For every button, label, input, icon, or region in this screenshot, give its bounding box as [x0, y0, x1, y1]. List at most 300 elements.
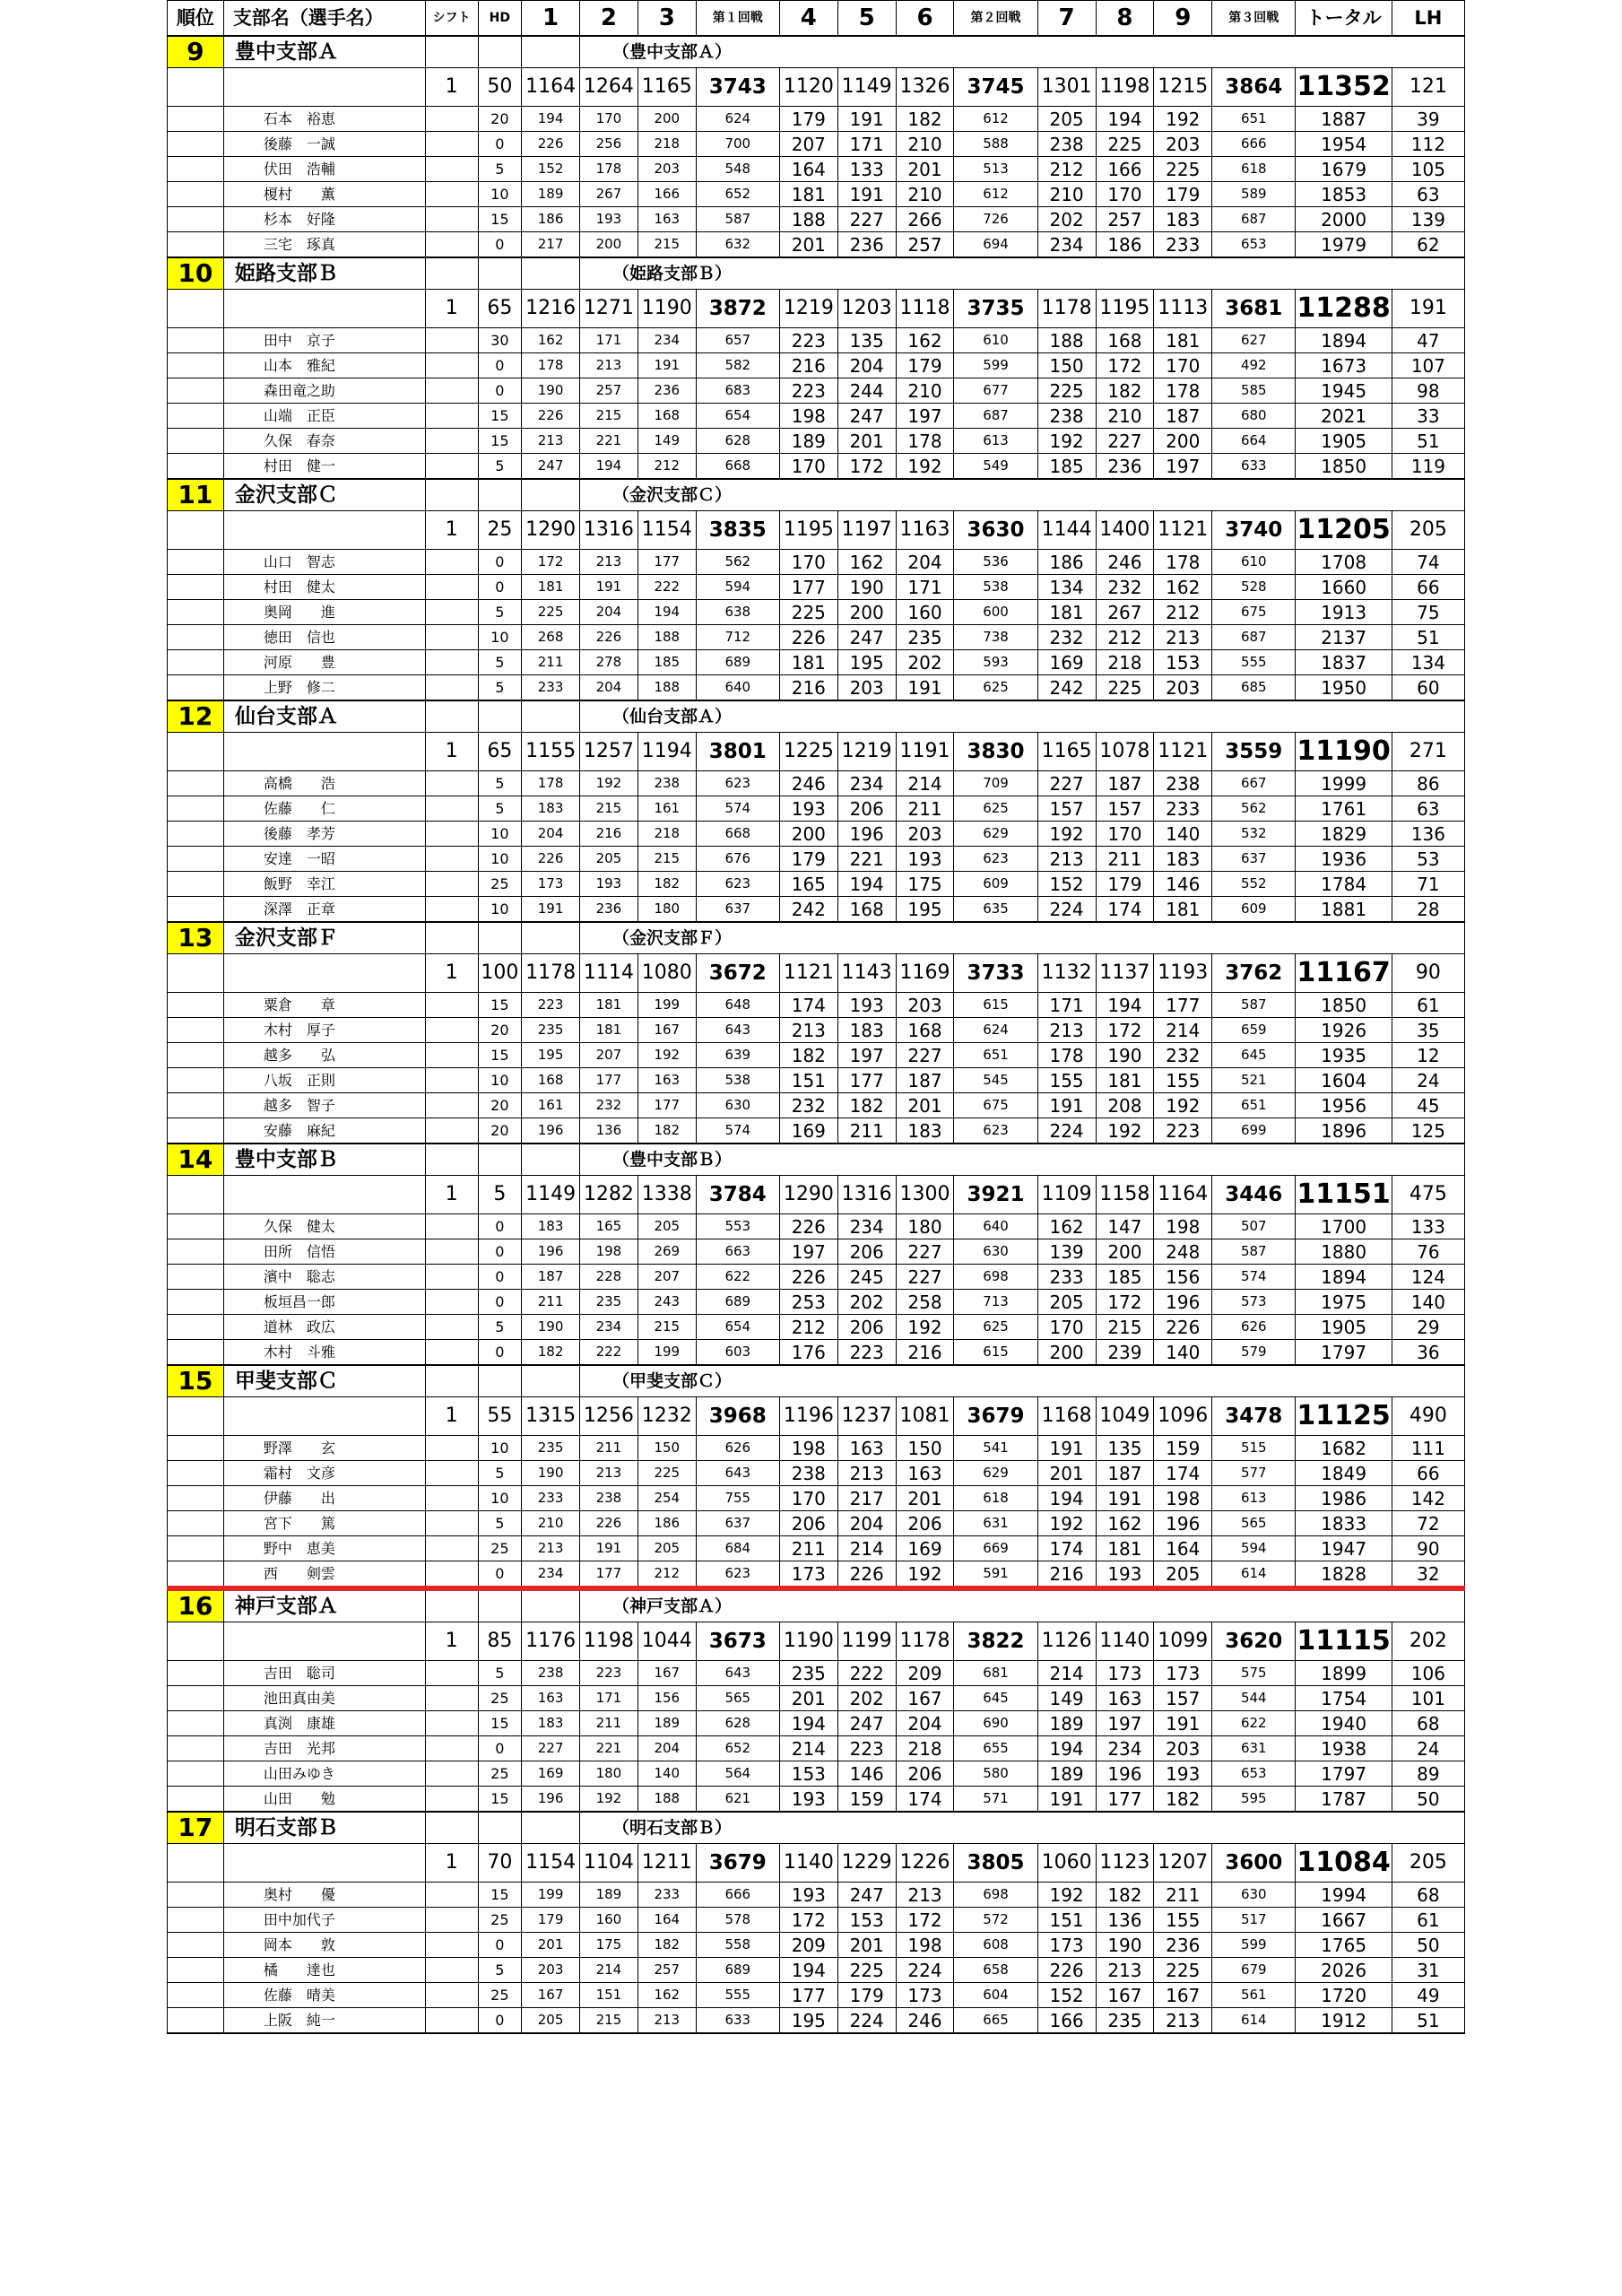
player-blank: [168, 404, 224, 429]
player-game: 213: [1154, 2008, 1212, 2034]
player-game: 213: [837, 1461, 896, 1486]
player-row: [168, 1761, 1465, 1787]
player-lh: 61: [1392, 993, 1464, 1018]
totals-round-1: 3968: [696, 1397, 779, 1436]
player-game: 163: [638, 207, 696, 232]
player-round-3: 666: [1212, 132, 1296, 157]
player-lh: 61: [1392, 1908, 1464, 1933]
player-round-3: 627: [1212, 328, 1296, 353]
player-round-3: 507: [1212, 1214, 1296, 1239]
totals-shift: 1: [425, 733, 478, 771]
player-game: 198: [779, 1436, 837, 1461]
player-game: 179: [837, 1983, 896, 2008]
player-game: 234: [1037, 232, 1096, 258]
player-game: 173: [896, 1983, 954, 2008]
player-game: 232: [1037, 625, 1096, 650]
player-name: 石本 裕恵: [223, 107, 425, 132]
player-total: 1833: [1296, 1511, 1392, 1536]
player-game: 223: [837, 1736, 896, 1761]
player-shift: [425, 378, 478, 404]
team-blank: [425, 36, 478, 68]
player-game: 136: [1096, 1908, 1154, 1933]
player-game: 182: [1096, 378, 1154, 404]
player-game: 160: [896, 600, 954, 625]
player-total: 1720: [1296, 1983, 1392, 2008]
player-row: [168, 650, 1465, 675]
player-game: 197: [1096, 1711, 1154, 1736]
player-game: 248: [1154, 1239, 1212, 1265]
player-hd: 10: [478, 822, 522, 847]
player-game: 195: [896, 897, 954, 923]
totals-game: 1195: [779, 511, 837, 550]
player-shift: [425, 1711, 478, 1736]
player-round-2: 625: [954, 796, 1037, 822]
player-game: 171: [580, 328, 638, 353]
player-game: 227: [522, 1736, 580, 1761]
player-game: 177: [580, 1068, 638, 1093]
totals-game: 1113: [1154, 290, 1212, 328]
player-name: 後藤 孝芳: [223, 822, 425, 847]
player-round-1: 668: [696, 822, 779, 847]
player-game: 196: [1154, 1511, 1212, 1536]
player-game: 174: [779, 993, 837, 1018]
player-round-1: 654: [696, 1315, 779, 1340]
player-shift: [425, 1486, 478, 1511]
player-total: 1765: [1296, 1933, 1392, 1958]
player-round-3: 585: [1212, 378, 1296, 404]
player-round-2: 677: [954, 378, 1037, 404]
totals-round-1: 3784: [696, 1176, 779, 1214]
player-name: 八坂 正則: [223, 1068, 425, 1093]
player-game: 177: [1154, 993, 1212, 1018]
player-game: 185: [1096, 1265, 1154, 1290]
totals-round-2: 3630: [954, 511, 1037, 550]
player-round-1: 553: [696, 1214, 779, 1239]
player-hd: 25: [478, 1761, 522, 1787]
player-total: 1797: [1296, 1761, 1392, 1787]
player-shift: [425, 675, 478, 701]
player-game: 191: [580, 1536, 638, 1561]
player-round-2: 645: [954, 1686, 1037, 1711]
player-name: 後藤 一誠: [223, 132, 425, 157]
totals-game: 1158: [1096, 1176, 1154, 1214]
totals-game: 1081: [896, 1397, 954, 1436]
player-lh: 133: [1392, 1214, 1464, 1239]
team-rank: 11: [168, 479, 224, 511]
totals-game: 1109: [1037, 1176, 1096, 1214]
player-row: [168, 2008, 1465, 2034]
header-game-7: 7: [1037, 1, 1096, 37]
player-game: 226: [779, 625, 837, 650]
player-game: 169: [896, 1536, 954, 1561]
player-shift: [425, 404, 478, 429]
player-game: 197: [837, 1043, 896, 1068]
player-name: 道林 政広: [223, 1315, 425, 1340]
player-row: [168, 353, 1465, 378]
player-total: 1999: [1296, 771, 1392, 796]
player-total: 1682: [1296, 1436, 1392, 1461]
player-game: 167: [1154, 1983, 1212, 2008]
player-row: [168, 1315, 1465, 1340]
player-row: [168, 1933, 1465, 1958]
team-totals-row: [168, 1622, 1465, 1661]
player-shift: [425, 107, 478, 132]
player-round-2: 640: [954, 1214, 1037, 1239]
player-game: 223: [1154, 1118, 1212, 1144]
player-game: 183: [1154, 207, 1212, 232]
player-game: 211: [522, 1290, 580, 1315]
player-round-2: 698: [954, 1883, 1037, 1908]
player-game: 187: [1096, 771, 1154, 796]
player-shift: [425, 796, 478, 822]
player-game: 152: [1037, 1983, 1096, 2008]
player-blank: [168, 625, 224, 650]
player-game: 238: [1037, 404, 1096, 429]
team-blank: [425, 700, 478, 733]
player-name: 村田 健一: [223, 454, 425, 480]
player-game: 234: [837, 1214, 896, 1239]
player-round-2: 612: [954, 107, 1037, 132]
player-game: 225: [638, 1461, 696, 1486]
player-shift: [425, 575, 478, 600]
player-game: 196: [1154, 1290, 1212, 1315]
player-game: 224: [1037, 897, 1096, 923]
player-lh: 71: [1392, 872, 1464, 897]
team-rank: 13: [168, 922, 224, 954]
player-hd: 25: [478, 872, 522, 897]
player-blank: [168, 872, 224, 897]
player-round-1: 587: [696, 207, 779, 232]
player-round-1: 565: [696, 1686, 779, 1711]
player-game: 215: [580, 2008, 638, 2034]
player-round-3: 573: [1212, 1290, 1296, 1315]
totals-game: 1232: [638, 1397, 696, 1436]
player-shift: [425, 822, 478, 847]
player-round-1: 689: [696, 1958, 779, 1983]
totals-blank: [168, 954, 224, 993]
player-total: 1945: [1296, 378, 1392, 404]
player-game: 191: [1037, 1436, 1096, 1461]
player-game: 215: [1096, 1315, 1154, 1340]
team-blank: [478, 36, 522, 68]
totals-shift: 1: [425, 290, 478, 328]
player-round-1: 628: [696, 429, 779, 454]
player-round-1: 623: [696, 872, 779, 897]
player-game: 177: [1096, 1787, 1154, 1813]
team-header-row: [168, 479, 1465, 511]
totals-game: 1400: [1096, 511, 1154, 550]
player-game: 185: [638, 650, 696, 675]
totals-lh: 475: [1392, 1176, 1464, 1214]
player-round-3: 555: [1212, 650, 1296, 675]
player-total: 1708: [1296, 550, 1392, 575]
player-round-3: 517: [1212, 1908, 1296, 1933]
player-game: 153: [779, 1761, 837, 1787]
player-round-3: 687: [1212, 625, 1296, 650]
player-name: 西 剣雲: [223, 1561, 425, 1589]
player-shift: [425, 650, 478, 675]
player-row: [168, 1561, 1465, 1589]
player-round-3: 637: [1212, 847, 1296, 872]
player-round-1: 640: [696, 675, 779, 701]
player-game: 266: [896, 207, 954, 232]
player-game: 171: [837, 132, 896, 157]
totals-game: 1237: [837, 1397, 896, 1436]
player-game: 164: [779, 157, 837, 182]
player-game: 182: [896, 107, 954, 132]
totals-game: 1126: [1037, 1622, 1096, 1661]
player-round-3: 614: [1212, 2008, 1296, 2034]
player-round-2: 536: [954, 550, 1037, 575]
player-round-2: 625: [954, 1315, 1037, 1340]
player-round-2: 593: [954, 650, 1037, 675]
player-game: 213: [1037, 847, 1096, 872]
totals-round-1: 3672: [696, 954, 779, 993]
team-subtitle: （姫路支部Ｂ）: [580, 257, 1465, 290]
player-game: 172: [837, 454, 896, 480]
player-game: 256: [580, 132, 638, 157]
player-game: 222: [638, 575, 696, 600]
player-game: 161: [522, 1093, 580, 1118]
player-hd: 15: [478, 404, 522, 429]
totals-game: 1149: [522, 1176, 580, 1214]
totals-round-3: 3478: [1212, 1397, 1296, 1436]
player-game: 253: [779, 1290, 837, 1315]
player-game: 164: [1154, 1536, 1212, 1561]
player-game: 203: [1154, 675, 1212, 701]
player-game: 182: [1096, 1883, 1154, 1908]
totals-total: 11190: [1296, 733, 1392, 771]
player-round-3: 599: [1212, 1933, 1296, 1958]
player-hd: 20: [478, 1093, 522, 1118]
player-name: 久保 健太: [223, 1214, 425, 1239]
player-name: 安藤 麻紀: [223, 1118, 425, 1144]
player-blank: [168, 207, 224, 232]
player-game: 150: [1037, 353, 1096, 378]
player-game: 151: [1037, 1908, 1096, 1933]
player-round-3: 653: [1212, 1761, 1296, 1787]
team-totals-row: [168, 68, 1465, 107]
player-game: 157: [1154, 1686, 1212, 1711]
player-game: 181: [522, 575, 580, 600]
player-game: 173: [779, 1561, 837, 1589]
player-round-3: 610: [1212, 550, 1296, 575]
player-game: 212: [1154, 600, 1212, 625]
player-game: 190: [522, 1461, 580, 1486]
totals-game: 1178: [896, 1622, 954, 1661]
player-game: 191: [522, 897, 580, 923]
player-game: 190: [837, 575, 896, 600]
player-game: 171: [1037, 993, 1096, 1018]
player-game: 227: [1096, 429, 1154, 454]
player-total: 2021: [1296, 404, 1392, 429]
player-game: 156: [638, 1686, 696, 1711]
player-name: 山本 雅紀: [223, 353, 425, 378]
player-round-2: 613: [954, 429, 1037, 454]
player-game: 200: [837, 600, 896, 625]
player-lh: 101: [1392, 1686, 1464, 1711]
player-game: 206: [837, 796, 896, 822]
player-round-3: 594: [1212, 1536, 1296, 1561]
player-round-2: 549: [954, 454, 1037, 480]
team-blank: [522, 700, 580, 733]
player-name: 板垣昌一郎: [223, 1290, 425, 1315]
player-game: 238: [1154, 771, 1212, 796]
player-game: 193: [779, 1883, 837, 1908]
totals-game: 1144: [1037, 511, 1096, 550]
player-row: [168, 132, 1465, 157]
player-game: 213: [1096, 1958, 1154, 1983]
totals-game: 1123: [1096, 1844, 1154, 1883]
player-game: 204: [896, 550, 954, 575]
player-shift: [425, 232, 478, 258]
player-shift: [425, 454, 478, 480]
player-game: 173: [1154, 1661, 1212, 1686]
player-game: 247: [837, 1711, 896, 1736]
player-total: 1660: [1296, 575, 1392, 600]
player-game: 225: [1154, 157, 1212, 182]
player-row: [168, 1214, 1465, 1239]
totals-shift: 1: [425, 1397, 478, 1436]
player-game: 191: [837, 107, 896, 132]
player-game: 201: [779, 232, 837, 258]
totals-game: 1178: [1037, 290, 1096, 328]
player-blank: [168, 1686, 224, 1711]
totals-round-1: 3679: [696, 1844, 779, 1883]
player-game: 203: [896, 822, 954, 847]
player-round-2: 538: [954, 575, 1037, 600]
player-lh: 51: [1392, 625, 1464, 650]
totals-game: 1190: [638, 290, 696, 328]
player-game: 267: [1096, 600, 1154, 625]
player-total: 1828: [1296, 1561, 1392, 1589]
player-game: 192: [1096, 1118, 1154, 1144]
player-round-2: 694: [954, 232, 1037, 258]
player-game: 210: [896, 132, 954, 157]
player-round-1: 538: [696, 1068, 779, 1093]
player-hd: 5: [478, 675, 522, 701]
totals-game: 1165: [1037, 733, 1096, 771]
player-round-1: 683: [696, 378, 779, 404]
player-game: 169: [522, 1761, 580, 1787]
player-hd: 10: [478, 1068, 522, 1093]
player-blank: [168, 232, 224, 258]
player-hd: 0: [478, 1736, 522, 1761]
totals-game: 1196: [779, 1397, 837, 1436]
player-round-1: 712: [696, 625, 779, 650]
header-game-1: 1: [522, 1, 580, 37]
player-game: 212: [1096, 625, 1154, 650]
player-hd: 5: [478, 1315, 522, 1340]
player-game: 235: [896, 625, 954, 650]
player-game: 227: [896, 1043, 954, 1068]
player-game: 170: [1037, 1315, 1096, 1340]
player-row: [168, 625, 1465, 650]
player-total: 2000: [1296, 207, 1392, 232]
player-row: [168, 1958, 1465, 1983]
player-game: 150: [638, 1436, 696, 1461]
player-hd: 5: [478, 1511, 522, 1536]
player-game: 227: [896, 1265, 954, 1290]
player-game: 188: [638, 675, 696, 701]
player-lh: 107: [1392, 353, 1464, 378]
team-name: 豊中支部Ａ: [223, 36, 425, 68]
player-game: 155: [1154, 1908, 1212, 1933]
player-game: 234: [638, 328, 696, 353]
player-game: 186: [638, 1511, 696, 1536]
player-round-3: 574: [1212, 1265, 1296, 1290]
player-round-3: 587: [1212, 993, 1296, 1018]
player-game: 269: [638, 1239, 696, 1265]
player-game: 236: [580, 897, 638, 923]
player-name: 飯野 幸江: [223, 872, 425, 897]
header-game-8: 8: [1096, 1, 1154, 37]
player-name: 山端 正臣: [223, 404, 425, 429]
player-total: 1913: [1296, 600, 1392, 625]
player-row: [168, 575, 1465, 600]
player-name: 奥岡 進: [223, 600, 425, 625]
totals-game: 1282: [580, 1176, 638, 1214]
results-table: [167, 0, 1465, 2034]
player-blank: [168, 1315, 224, 1340]
player-game: 192: [580, 1787, 638, 1813]
player-total: 1761: [1296, 796, 1392, 822]
totals-game: 1078: [1096, 733, 1154, 771]
player-lh: 62: [1392, 232, 1464, 258]
player-game: 182: [638, 1933, 696, 1958]
team-rank: 9: [168, 36, 224, 68]
totals-game: 1191: [896, 733, 954, 771]
team-header-row: [168, 922, 1465, 954]
totals-game: 1104: [580, 1844, 638, 1883]
player-game: 238: [580, 1486, 638, 1511]
player-game: 194: [779, 1958, 837, 1983]
totals-blank: [223, 1176, 425, 1214]
totals-game: 1338: [638, 1176, 696, 1214]
totals-game: 1140: [779, 1844, 837, 1883]
player-total: 1894: [1296, 328, 1392, 353]
player-game: 216: [896, 1340, 954, 1366]
player-row: [168, 207, 1465, 232]
team-blank: [425, 479, 478, 511]
player-blank: [168, 1787, 224, 1813]
player-blank: [168, 1118, 224, 1144]
player-lh: 66: [1392, 575, 1464, 600]
player-round-2: 726: [954, 207, 1037, 232]
player-game: 268: [522, 625, 580, 650]
totals-round-1: 3743: [696, 68, 779, 107]
totals-blank: [223, 290, 425, 328]
player-total: 1935: [1296, 1043, 1392, 1068]
player-round-2: 651: [954, 1043, 1037, 1068]
player-game: 192: [1037, 1511, 1096, 1536]
player-game: 177: [638, 1093, 696, 1118]
player-round-3: 631: [1212, 1736, 1296, 1761]
player-game: 161: [638, 796, 696, 822]
player-game: 198: [580, 1239, 638, 1265]
player-game: 196: [522, 1787, 580, 1813]
player-game: 226: [837, 1561, 896, 1589]
player-round-2: 629: [954, 1461, 1037, 1486]
player-blank: [168, 575, 224, 600]
player-round-2: 591: [954, 1561, 1037, 1589]
player-game: 201: [896, 1486, 954, 1511]
totals-blank: [223, 511, 425, 550]
totals-game: 1118: [896, 290, 954, 328]
player-game: 183: [896, 1118, 954, 1144]
totals-game: 1216: [522, 290, 580, 328]
player-hd: 10: [478, 1486, 522, 1511]
